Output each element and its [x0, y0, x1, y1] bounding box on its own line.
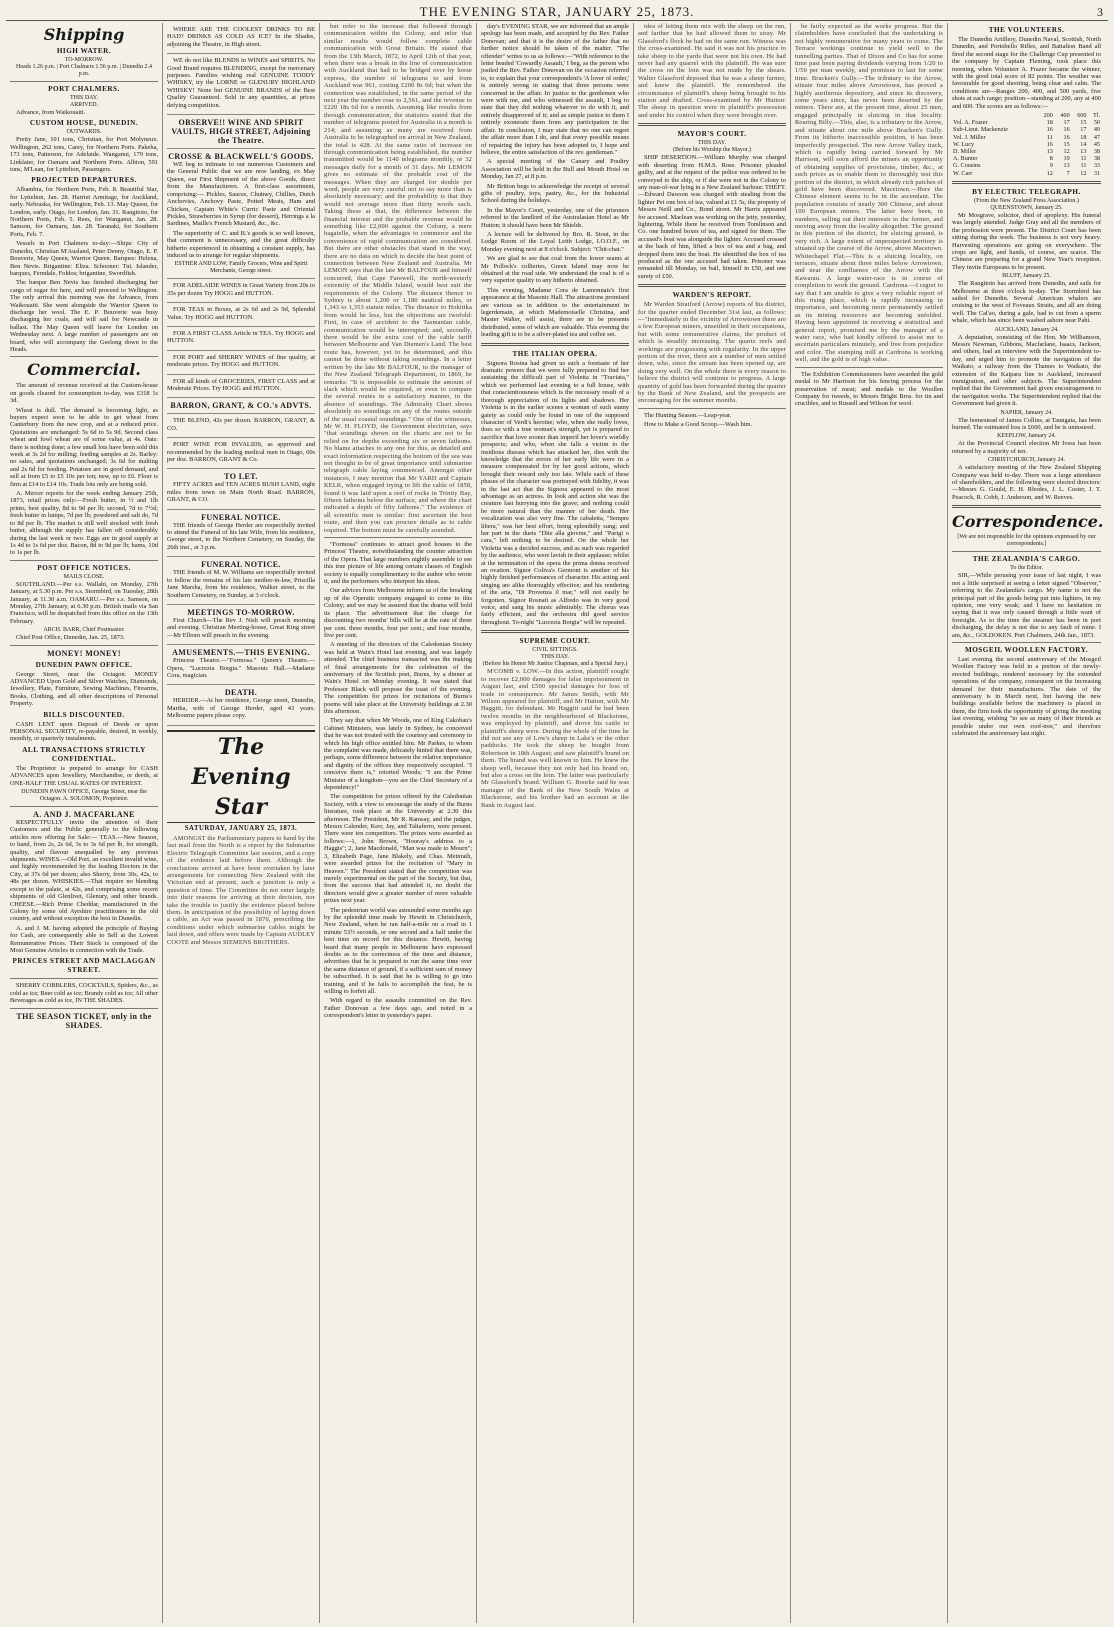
port-invalids-text: PORT WINE FOR INVALIDS, as approved and recommended by the leading medical men in Otago, 60s per doz. BARRON, GRANT & Co. — [167, 441, 315, 464]
magician-paragraph: This evening, Madame Cora de Lamonnais's first appearance at the Masonic Hall. The attractions promised are various as in addition to the entertainment in legerdemain, at which Mademoiselle Christina, and Master Walter, will assist, there are to be presents distributed, some of which are valuable. This evening the leading gift is to be a silver-plated tea and coffee set. — [481, 286, 629, 339]
keeplow-dateline: KEEPLOW, January 24. — [997, 433, 1056, 440]
projected-text: Albambra, for Northern Ports, Feb. 8. Beautiful Star, for Lyttelton, Jan. 28. Harriet Armitage, for Auckland, early. Nebraska, for Wellington, Feb. 13. May Queen, for London, early. Otago, for London, Jan. 31. Rangitoto, for Northern Ports, Feb. 5. Rees, for Wanganui, Jan. 28. Samson, for Oamaru, Jan. 28. Taranaki, for Southern Ports, Feb. 7. — [10, 186, 158, 238]
divider — [10, 978, 158, 979]
pawn-office-heading: DUNEDIN PAWN OFFICE. — [35, 660, 133, 669]
queenstown-text: Mr Mosgrave, solicitor, died of apoplexy. His funeral was largely attended. Judge Gray and all the members of the profession were present. The District Court has been sitting during the week. The business is not very heavy. Harvesting operations are going on everywhere. The crops are light, and hands, of course, are scarce. The Chinese are preparing for a grand New Year's reception. They invite Europeans to be present. — [952, 211, 1101, 271]
bluff-text: The Rangitoto has arrived from Dunedin, and sails for Melbourne at three o'clock to-day. The Stormbird has sailed for Dunedin. Several American whalers are cruising to the west of Foveaux Straits, and all are doing well. The Cal'ao, during a gale, had to cut from a sperm whale, which has since been washed ashore near Pahi. — [952, 280, 1101, 325]
scores-cell: 38 — [1093, 155, 1100, 163]
divider — [10, 81, 158, 82]
scores-header-cell — [952, 112, 1037, 119]
divider — [10, 356, 158, 357]
christchurch-text: A satisfactory meeting of the New Zealand Shipping Company was held to-day. There was a large attendance of shareholders, and the following were elected directors:—Messrs G. Gould, E. H. Rhodes, J. L. Coster, J. T. Peacock, R. Cobb, J. Anderson, and W. Reeves. — [952, 464, 1101, 501]
divider — [10, 1008, 158, 1009]
this-day-label: THIS DAY. — [69, 95, 98, 101]
outwards-label: OUTWARDS. — [66, 129, 102, 136]
commercial-heading: Commercial. — [27, 360, 141, 380]
amusements-notice — [167, 645, 315, 685]
volunteers-text: The Dunedin Artillery, Dunedin Naval, Scottish, North Dunedin, and Portobello Rifles, and Battalion Band all fired the second stage for the Challenge Cup presented to the company by Captain Fleming, took place this morning, when Volunteer A. Frazer became the winner, with the good total score of 82 points. The weather was favourable for good shooting, being clear and calm. The conditions are—Ranges 200, 400, and 500 yards, five shots at each range; position—standing at 200, any at 400 and 600. The scores are as follows:— — [952, 36, 1101, 110]
vessels-text: Vessels in Port Chalmers to-day:—Ships: City of Dunedin, Christian M'Ausland, Peter Denny, Otago, E. P. Bouverie, May Queen, Warrior Queen. Barques: Helena, Ben Nevis. Brigantine: Eliza. Schooner: Tui. Islander, barques, Ferndale, Foldos; brigantine, Swordfish. — [10, 240, 158, 277]
scores-cell: 17 — [1063, 119, 1070, 127]
teas-boxes-ad — [167, 303, 315, 327]
macfarlane-text: RESPECTFULLY invite the attention of their Customers and the Public generally to the following articles now offering for Sale:— TEAS.—New Season, to hand, from 2s, 2s 6d, 3s to 3s 6d per lb, for strength, quality, and flavour unequalled by any previous shipments. WINES.—Old Port, an excellent invalid wine, and highly recommended by the leading Doctors in the City, at 37s 6d per dozen; also Sherry, from 30s, 42s, to 48s per dozen. WHISKIES.—That require no blending except to the palate, at 42s, and comprising some recent shipments of old Glenlivet, Glenury, and other brands. CHEESE.—Rich Prime Cheddar, manufactured in the Colony by some old Ayrshire practitioners in the old country, and without exception the best in Dunedin. — [10, 819, 158, 923]
scores-header-cell: 400 — [1060, 112, 1070, 120]
arrived-text: Advance, from Waikouaiti. — [16, 109, 86, 116]
scores-cell: A. Bunter — [953, 155, 978, 163]
shipping-heading: Shipping — [43, 25, 125, 44]
scores-cell: 33 — [1093, 162, 1100, 170]
barron-heading: BARRON, GRANT, & CO.'s ADVTS. — [170, 401, 312, 411]
meetings-notice — [167, 605, 315, 645]
wardens-report: Mr Warden Stratford (Arrow) reports of his district, for the quarter ended December 31st last, as follows:—"Immediately in the vicinity of Arrowtown there are a few European miners, unsettled in their occupations, but with some remunerative claims, the product of which is steadily increasing. The quartz reefs and workings are progressing with regularity. In the upper portion of the river, there are a number of men settled down, who, since the stream has been opened up, are doing very well. On the whole there is every reason to believe the district will continue to progress. A large quantity of gold has been forwarded during the quarter by the Bank of New Zealand, and the prospects are encouraging for the summer months. — [638, 301, 786, 405]
high-water-heading: HIGH WATER. — [56, 47, 112, 55]
scores-row — [952, 141, 1101, 148]
observe-text: OBSERVE!! WINE AND SPIRIT VAULTS, HIGH STREET, Adjoining the Theatre. — [171, 118, 311, 146]
crosse-ad — [167, 149, 315, 279]
commercial-text: The amount of revenue received at the Custom-house on goods cleared for consumption to-day, was £318 1s 3d. — [10, 382, 158, 405]
first-class-tea-ad — [167, 327, 315, 351]
britton-paragraph: Mr Britton begs to acknowledge the receipt of several gifts of poultry, toys, pastry, &c., for the Industrial School during the holidays. — [481, 182, 629, 205]
leader-continued: but refer to the increase that followed through communication within the Colony, and infer that similar results would follow complete cable communication with Great Britain. He stated that from the 13th March, 1872, to April 12th of that year, when there was a break in the line of communication with Auckland that had to be bridged over by horse express, the number of telegrams to and from Auckland was 961, costing £200 8s 6d; but when the connection was established, in the same period of the next year the number rose to 2,561, and the revenue to £220 18s 6d for a month. Assuming like results from through communication, the statistics stated that the number of telegrams posted for Australia in a month is 214; and assuming as many are received from Australia to be telegraphed on arrival in New Zealand, the total is 428. At the same ratio of increase on through communication being established, the number transmitted would be 1140 telegrams monthly, or 32 messages daily for a month of 31 days. Mr LEMON gives no estimate of the probable cost of the messages. When they are charged for double per word, people are very careful not to say more than is absolutely necessary; and the probability is that they would not average more than thirty words each. Taking these at that, the difference between the financial interest and the probable revenue would be something like £2,000 against the Colony, a mere bagatelle, when the advantages to commerce and the convenience of rapid communication are considered. But there are other obstacles that stand in the way; there are no data on which to decide the best point of connection between New Zealand and Australia. Mr LEMON says that the late Mr BALFOUR and himself concurred, that Cape Farewell, the north-westerly extremity of the Middle Island, would best suit the requirements of the Colony. The distance thence to Sydney is about 1,200 or 1,180 nautical miles, or 1,343 to 1,353 statute miles. The distance to Hokitika from would be less, but the objections are twofold: First, in case of accident to the Tasmanian cable, communication would be interrupted; and, secondly, there would be the extra cost of the cable tariff between Melbourne and Van Diemen's Land. The best route has, however, yet to be determined, and this cannot be done without taking soundings. In a letter written by the late Mr BALFOUR, to the manager of the New Zealand Telegraph Department, in 1869, he remarks: "It is impossible to estimate the amount of slack which would be required, or even to compare the several routes in a satisfactory manner, in the absence of soundings. The Admiralty Chart shows absolutely no soundings on any of the routes outside of the usual coastal soundings." One of the witnesses, Mr W. H. FLOYD, the Government electrician, says "that soundings shown on the charts are not to be relied on for depths exceeding six or seven fathoms. No blame attaches to any one for this, as detailed and exact information respecting the bottom of the sea was not thought to be of great importance until submarine telegraph cable laying commenced. Amongst other instances, I may mention that Mr YARD and Captain KELK, when engaged trying to lift the cable of 1858, found it was laid upon a reef of rocks in Trinity Bay, fifteen fathoms below the surface, and where the chart indicated a depth of fifty fathoms." The evidence of all scientific men is similar: first ascertain the best route, and then you can procure details as to cable required. The bottom must be carefully sounded. — [324, 23, 472, 534]
esther-low-signature: ESTHER AND LOW, Family Grocers, Wine and Spirit Merchants, George street. — [174, 261, 308, 275]
this-day-label: THIS DAY. — [697, 140, 726, 147]
market-text: A. Mercer reports for the week ending January 25th, 1873, retail prices only:—Fresh butter, in ½ and 1lb prints, best quality, 8d to 9d per lb; second, 7d to 7½d; fresh butter in lumps, 7d per lb; powdered and salt do, 7d to 8d per lb. The market is still well stocked with fresh butter, although the supply has fallen off considerably during the last week or two. Eggs are in good supply at 1s 4d to 1s 6d per doz. Bacon, 8d to 9d per lb; hams, 10d to 1s per lb. — [10, 490, 158, 557]
scores-cell: 11 — [1080, 162, 1087, 170]
scores-cell: Vol. A. Frazer — [953, 119, 988, 127]
scores-cell: 12 — [1080, 169, 1087, 177]
scores-table — [952, 112, 1101, 177]
scores-cell: 9 — [1049, 162, 1053, 170]
port-invalids-ad — [167, 438, 315, 469]
port-chalmers-heading: PORT CHALMERS. — [48, 85, 120, 93]
hunting-season-joke: The Hunting Season.—Leap-year. — [644, 411, 732, 419]
sherry-ad: SHERRY COBBLERS, COCKTAILS, Spiders, &c., as cold as ice; Beer cold as ice; Brandy cold as ice; All other Beverages as cold as ice, IN THE SHADES. — [10, 982, 158, 1005]
auckland-text: A deputation, consisting of the Hon. Mr Williamson, Messrs Newman, Gibbons, Macfarlane, Isaacs, Jackson, and others, had an interview with the Superintendent to-day, and urged him to promote the navigation of the Waikato, a railway from the Thames to Waikato, the extension of the Kaipara line to Auckland, increased immigration, and other subjects. The Superintendent replied that the Government had given encouragement to the navigation works. The Superintendent replied that the Government had given it. — [952, 333, 1101, 408]
confidential-heading: ALL TRANSACTIONS STRICTLY CONFIDENTIAL. — [22, 745, 146, 763]
blends-text: WE do not like BLENDS in WINES and SPIRITS. No Good Brand requires BLENDING, except for mercenary purposes. Families wishing real GENUINE TODDY WHISKY, try the LORNE or GLENURY HIGHLAND WHISKY! None but GENUINE BRANDS of the Best Quality Guaranteed. Sold in any quantities, at prices defying competition. — [167, 57, 315, 109]
scores-cell: Vol. J. Miller — [953, 133, 986, 141]
crosse-text-2: The superiority of C. and B.'s goods is so well known, that comment is unnecessary, and the great difficulty hitherto experienced in obtaining a constant supply, has induced us to arrange for regular shipments. — [167, 229, 315, 259]
adelaide-wines-text: FOR ADELAIDE WINES in Great Variety from 20s to 35s per dozen Try HOGG and HUTTON. — [167, 282, 315, 297]
scores-cell: D. Miller — [953, 148, 977, 156]
tides-table: Heads 1.26 p.m. | Port Chalmers 1.56 p.m. | Dunedin 2.4 p.m. — [16, 64, 152, 77]
sydney-paragraph: They say that when Mr Woods, one of King Cakobau's Cabinet Ministers, was lately in Sydney, he conceived that he was not treated with the courtesy and ceremony to which his high office entitled him. Mr Parkes, to whom the complaint was made, delicately hinted that there was, perhaps, some difference between the relative importance and dignity of the offices they respectively occupied. "I conceive there is," retorted Woods; "I am the Prime Minister of a kingdom—you are the Chief Secretary of a dependency!" — [324, 717, 472, 792]
outwards-text: Pretty Jane, 101 tons, Christian, for Port Molyneux. Wellington, 262 tons, Carey, for Northern Ports. Pakeha, 173 tons, Patterson, for Adelaide. Wanganui, 179 tons, Linklater, for Oamaru and Northern Ports. Albion, 591 tons, M'Lean, for Lyttelton, Passengers. — [10, 136, 158, 174]
cargo-heading: THE ZEALANDIA'S CARGO. — [972, 555, 1081, 564]
apology-paragraph: day's EVENING STAR, we are informed that an ample apology has been made, and accepted by the Rev. Father Donovan; and that it is the desire of the father that no further notice should be taken of the matter. "The offender" writes to us as follows:—"With reference to the letter headed 'Cowardly Assault,' I beg, as the person who jostled the Rev. Father Donovan on the occasion referred to, to explain that your correspondent's 'A lover of order,' is entirely wrong in stating that three persons were concerned in the affair. In justice to the gentlemen who were with me, and who witnessed the assault, I beg to state that they did nothing whatever to do with it, and entirely disapproved of it; and as simple justice to them I entirely exonerate them from any participation in the affair. In conclusion, I may state that no one can regret the affair more than I do, and that every possible means of repairing the injury has been adopted to, I hope and believe, the entire satisfaction of the rev. gentleman." — [481, 23, 629, 156]
scores-row — [952, 170, 1101, 177]
caledonian-paragraph: A meeting of the directors of the Caledonian Society was held at Wain's Hotel last evening, and was largely attended. The chief business transacted was the making of final arrangements for the celebration of the anniversary of the Scottish poet, Burns, by a dinner at Wain's Hotel on Monday evening. It was stated that Professor Black will propose the toast of the evening. The competition for prizes for recitations of Burns's poems will take place at the University buildings at 2.30 this afternoon. — [324, 641, 472, 715]
column-2 — [163, 23, 320, 1623]
teas-boxes-text: FOR TEAS in Boxes, at 2s 6d and 2s 9d, Splendid Value. Try HOGG and HUTTON. — [167, 306, 315, 321]
lecture-paragraph: A lecture will be delivered by Bro. R. Stout, in the Lodge Room of the Loyal Leith Lodge, I.O.O.F., on Monday evening next at 8 o'clock. Subject: "Chit-chat." — [481, 230, 629, 253]
macfarlane-text-2: A. and J. M. having adopted the principle of Buying for Cash, are consequently able to Sell at the Lowest Remunerative Prices. Their Stock is composed of the Most Genuine Articles in connection with the Trade. — [10, 924, 158, 954]
death-notice — [167, 685, 315, 725]
tomorrow-label: TO-MORROW. — [64, 57, 104, 63]
scores-header-cell: 200 — [1043, 112, 1053, 120]
mayor-court-paragraph: In the Mayor's Court, yesterday, one of the prisoners referred to the landlord of the Australasian Hotel as Mr Hutton; it should have been Mr Shields. — [481, 206, 629, 229]
cargo-to-editor: To the Editor. — [1010, 565, 1043, 572]
wardens-report-continued: be fairly expected as the works progress. But the claimholders have concluded that the undertaking is not highly remunerative for many years to come. The Terrace workings continue to yield well to the tunnelling parties. That of Dixon and Co has for some time past been paying dividends varying from 1/20 to 1/50 per man weekly, and promises to last for some time. Bracken's Gully.—The tributary to the Arrow, situate four miles above Arrowtown, has proved a highly auriferous depository, and since its discovery, some years since, has never been deserted by the miners. There are, at the present time, about 25 men, engaged principally in sluicing in that locality. Roaring Billy.—This, also, is a tributary to the Arrow, and situate about one mile above Bracken's Gully. From its hitherto inaccessible position, it has been imperfectly prospected. The new Arrow Valley track, which is rapidly being carried forward by Mr Harrison, will soon afford the miners an opportunity of obtaining supplies of provisions, timber, &c., at such prices as to enable them to thoroughly test this portion of the district, in which already rich patches of gold have been discovered. Macetown.—Here the Chinese element seems to be in the ascendant. The population consists of nearly 300 Chinese, and about 100 European miners. The latter have been, in numbers, selling out their interests to the former, and moving away from the locality altogether. The ground in this portion of the district, for sluicing ground, is very rich. A large extent of unprospected territory is situated up the course of the Arrow, above Macetown. Whitechapel Flat.—This is a sluicing locality, on terraces, situate about three miles below Arrowtown, and near the confluence of the Arrow with the Kawarau. A large water-race is in course of completion to work the ground. Cardrona.—I regret to say that I am unable to give a very reliable report of this rising place, which is rapidly increasing in importance, and becoming more permanently settled as its mining resources are becoming unfolded. Having been appointed in receiving a statistical and general report, promised me by the manager of a water race, who had kindly offered to assist me to ascertain particulars minutely, and free from prejudice and color. The stamping mill at Cardrona is working well, and the gold is of high value. — [795, 23, 943, 364]
queenstown-dateline: QUEENSTOWN, January 25. — [990, 204, 1063, 211]
column-5 — [634, 23, 791, 1623]
bills-heading: BILLS DISCOUNTED. — [43, 710, 125, 719]
port-sherry-ad — [167, 351, 315, 375]
scores-cell: W. Carr — [953, 169, 973, 177]
scores-cell: 8 — [1049, 155, 1053, 163]
correspondence-note: [We are not responsible for the opinions expressed by our correspondents.] — [957, 534, 1096, 548]
groceries-text: FOR all kinds of GROCERIES, FIRST CLASS and at Moderate Prices. Try HOGG and HUTTON. — [167, 377, 315, 392]
mails-close-label: MAILS CLOSE. — [63, 573, 105, 580]
scores-cell: 17 — [1080, 126, 1087, 134]
funeral-text-2: THE friends of M. W. Williams are respectfully invited to follow the remains of his late mother-in-law, Priscilla Jane Marsha, from his residence, Walker street, to the Southern Cemetery, on Sunday, at 3 o'clock. — [167, 569, 315, 599]
scores-cell: 16 — [1063, 133, 1070, 141]
scores-cell: 18 — [1046, 119, 1053, 127]
scores-cell: 18 — [1080, 133, 1087, 141]
port-sherry-text: FOR PORT and SHERRY WINES of fine quality, at moderate prices. Try HOGG and HUTTON. — [167, 353, 315, 369]
scores-cell: 16 — [1063, 126, 1070, 134]
funeral-heading-1: FUNERAL NOTICE. — [201, 512, 281, 522]
blend-tea-text: THE BLEND, 42s per dozen. BARRON, GRANT, & CO. — [167, 417, 315, 432]
column-7 — [948, 23, 1105, 1623]
scores-row — [952, 119, 1101, 126]
telegraph-subheading: (From the New Zealand Press Association.) — [974, 197, 1079, 204]
this-day-label: THIS DAY. — [540, 654, 569, 661]
scores-row — [952, 148, 1101, 155]
scores-cell: 11 — [1080, 155, 1087, 163]
scores-cell: 14 — [1080, 140, 1087, 148]
page-number: 3 — [1097, 5, 1104, 19]
bluff-dateline: BLUFF, January 25. — [1002, 273, 1051, 280]
canary-paragraph: A special meeting of the Canary and Poultry Association will be held in the Bull and Mouth Hotel on Monday, Jan 27, at 8 p.m. — [481, 158, 629, 181]
scores-row — [952, 126, 1101, 133]
scores-header-row — [952, 112, 1101, 119]
to-let-ad — [167, 469, 315, 509]
coolest-drinks-text: WHERE ARE THE COOLEST DRINKS TO BE HAD? DRINKS AS COLD AS ICE? In the Shades, adjoining the Theatre, in High street. — [167, 26, 315, 48]
to-let-heading: TO LET. — [224, 472, 258, 482]
bills-text: CASH LENT upon Deposit of Deeds or upon PERSONAL SECURITY, re-payable, desired, in weekly, monthly, or quarterly instalments. — [10, 720, 158, 743]
meetings-text: First Church—The Rev J. Nish will preach morning and evening. Christian Meeting-house, Great King street—Mr Elborn will preach in the evening. — [167, 616, 315, 639]
competition-paragraph: The competition for prizes offered by the Caledonian Society, with a view to encourage the study of the Burns literature, took place at the University at 2.30 this afternoon. The President, Mr R. Ramsay, and the judges, Messrs Calender, Kerr, Jay, and Taliaferro, were present. There were ten competitors. The prizes were awarded as follows:—1, John Brown, "Hooray's address to a Haggis"; 2, Jane Macdonald, "Man was made to Mourn"; 3, Elizabeth Page, Jane Blakely, and Chas. Meinrath, were awarded prizes for the recitation of "Mary in Heaven." The President stated that the competition was merely experimental on the part of the Society, but that, from the success that had attended it, no doubt the directors would give a greater number of more valuable prizes next year. — [324, 793, 472, 905]
scores-cell: 45 — [1093, 140, 1100, 148]
scores-cell: 15 — [1080, 119, 1087, 127]
christchurch-dateline: CHRISTCHURCH, January 24. — [987, 457, 1065, 464]
scores-cell: 47 — [1093, 133, 1100, 141]
arrived-label: ARRIVED. — [69, 102, 99, 108]
crosse-text: WE beg to intimate to our numerous Customers and the General Public that we are now landing, ex May Queen, our First Shipment of the above Goods, direct from the Manufacturers. A first-class assortment, comprising:— Pickles, Sauces, Chutney, Chillies, Dutch Anchovies, Anchovy Paste, Potted Meats, Ham and Chicken, Captain White's Curric Paste and Oriental Pickles, Strawberries in Syrup (for dessert), Herrings a la Sardines, Maille's French Mustard, &c., &c. — [167, 161, 315, 228]
mayors-court-report: SHIP DESERTION.—William Murphy was charged with deserting from H.M.S. Rose. Prisoner pleaded guilty, and at the request of the police was ordered to be conveyed to the ship, or if she were not in the Colony to any man-of-war lying in a New Zealand harbour. THEFT.—Edward Dawson was charged with stealing from the lighter Pet one box of tea, valued at £1 5s, the property of Messrs Neill and Co., Bond street. Mr Harris appeared for accused. Maclean was working on the jetty, yesterday, lightering. While there he received from Tomlinson and Co. one hundred boxes of tea, and signed for them. The accused's boat was alongside the lighter. Accused crossed at the back of him, lifted a box of tea and a bag, and dropped them into the boat. He identified the box of tea produced as the one accused had taken. Prisoner was remanded till Monday, on bail, himself in £50, and one surety of £50. — [638, 154, 786, 280]
scores-row — [952, 134, 1101, 141]
correspondence-heading: Correspondence. — [952, 512, 1104, 532]
proprietor-text: The Proprietor is prepared to arrange for CASH ADVANCES upon Jewellery, Merchandise, or deeds, at ONE-HALF THE USUAL RATES OF INTEREST. — [10, 764, 158, 787]
divider — [952, 181, 1101, 184]
scores-header-cell: Tl. — [1092, 112, 1100, 120]
newspaper-nameplate: The Evening Star — [167, 730, 315, 823]
formosa-paragraph: "Formosa" continues to attract good houses to the Princess' Theatre, notwithstanding the counter attraction of the Opera. That large numbers nightly assemble to see this true picture of life among certain classes of English society is equally complimentary to the author who wrote it, and the performers who interpret his ideas. — [324, 541, 472, 586]
before-judge-label: (Before his Honor Mr Justice Chapman, and a Special Jury.) — [482, 661, 628, 668]
divider — [324, 537, 472, 538]
scores-cell: G. Cousins — [953, 162, 981, 170]
divider — [10, 645, 158, 646]
projected-heading: PROJECTED DEPARTURES. — [31, 176, 137, 185]
scores-cell: 50 — [1093, 119, 1100, 127]
mosgiel-heading: MOSGEIL WOOLLEN FACTORY. — [964, 645, 1089, 654]
blend-tea-ad — [167, 414, 315, 438]
princes-street-heading: PRINCES STREET AND MACLAGGAN STREET. — [12, 957, 156, 975]
divider — [795, 367, 943, 368]
scores-cell: 12 — [1063, 148, 1070, 156]
adelaide-wines-ad — [167, 279, 315, 303]
scores-cell: 12 — [1046, 169, 1053, 177]
observe-ad — [167, 115, 315, 149]
leader-dateline: SATURDAY, JANUARY 25, 1873. — [184, 824, 298, 832]
fifty-acres-text: FIFTY ACRES and TEN ACRES BUSH LAND, eight miles from town on Main North Road. BARRON, GRANT, & CO. — [167, 481, 315, 504]
keeplow-text: At the Provincial Council election Mr Ivess has been returned by a majority of ten. — [952, 440, 1101, 455]
wheat-text: Wheat is dull. The demand is becoming light, as buyers expect soon to be able to get wheat from Canterbury from the new crop, and at a reduced price. Quotations are unchanged: 5s 6d to 5s 9d. Second class wheat and fowl wheat are of some value, at 4s. Oats: there is nothing done; a few small lots have been sold this week at 3s 2d for milling; feeding samples at 2s. Barley: no sales, and quotations unchanged; 3s 6d for malting and 2s 6d for feeding. Potatoes are in good demand, and sell at from £5 to £5 10s per ton; new, up to £6. Flour is firm at £14 to £14 10s. Trade lots only are being sold. — [10, 406, 158, 488]
cpo-date: Chief Post Office, Dunedin, Jan. 25, 1873. — [16, 634, 125, 642]
napier-text: The homestead of James Collins, at Taungata, has been burned. The estimated loss is £600, and he is uninsured. — [952, 416, 1101, 432]
scores-cell: 19 — [1063, 155, 1070, 163]
funeral-notice-2 — [167, 557, 315, 605]
meetings-heading: MEETINGS TO-MORROW. — [187, 607, 295, 617]
scores-cell: 49 — [1093, 126, 1100, 134]
opera-heading: THE ITALIAN OPERA. — [512, 349, 598, 358]
divider — [638, 408, 786, 409]
postmaster-signature: ARCH. BARR, Chief Postmaster. — [43, 627, 125, 634]
opera-review: Signora Rosina had given us such a foretaste of her dramatic powers that we were fully prepared to find her sustaining the difficult part of Violetta in "Traviata," which we performed last evening to a full house, with that conscientiousness which is the necessary result of a thorough appreciation of its lights and shadows. Her Violetta is in the earlier scenes a woman of such sunny gaiety as could only be found in one of the supposed character of Verdi's heroine; who, when she really loves, does so with a true woman's strength, yet is prepared to sacrifice that love sooner than imperil her lover's worldly prospects; and who, when she falls a victim to the insidious disease which has attacked her, dies with the knowledge that the errors of her early life were in a measure compensated for by her good actions, which brought their reward only too late. While each of these phases of the character was portrayed with fidelity, it was in the last act that the Signora appeared to the most advantage as an actress. In look and action she was the creature fast hurrying into the grave; and nothing could be more natural than the manner of her death. Her vocalization was also very fine. The cabaletta, "Sempre libera," was her best effort, being splendidly sung; and her part in the duets "Dite alla giovine," and "Parigi o cara," left nothing to be desired. On the whole her Violetta was a decided success, and as such was regarded by the audience, who were lavish in their applause; whilst at the termination of the opera the prima donna received an ovation. Signor Coliva's Germont is another of his highly finished performances of character. His acting and singing are alike thoroughly effective; and his rendering of the aria, "Di Provenza il mar," will not easily be forgotten. Signor Rosnati as Alfredo was in very good voice, and sang his music admirably. The chorus was fairly efficient, and the orchestra did good service throughout. To-night "Lucrezia Borgia" will be repeated. — [481, 359, 630, 626]
money-heading: MONEY! MONEY! — [47, 648, 121, 658]
wardens-report-heading: WARDEN'S REPORT. — [672, 291, 752, 300]
exhibition-paragraph: The Exhibition Commissioners have awarded the gold medal to Mr Harrison for his fencing process for the preservation of meat; and medals to the Woollen Company for tweeds, to Messrs Bright Bros. for tin and crucibles, and to Russell and Wilson for wool. — [795, 370, 943, 408]
scores-body — [952, 119, 1101, 177]
season-ticket-ad: THE SEASON TICKET, only in the SHADES. — [16, 1011, 152, 1030]
leader-article: AMONGST the Parliamentary papers to hand by the last mail from the North is a report by the Submarine Electric Telegraph Committee last session, and a copy of the evidence laid before them. Although the conclusions arrived at have been overtaken by later arrangements for connecting New Zealand with the Victorian end at present, such a junction is only a question of time. The Committee do not enter largely into their reasons for arriving at their decision, nor take the trouble to justify the evidence placed before them. In anticipation of the possibility of laying down a cable, an Act was passed in 1870, prescribing the conditions under which submarine cables might be laid down, and offers were made by Captain AUDLEY COOTE and Messrs SIEMENS BROTHERS. — [167, 834, 315, 946]
first-class-tea-text: FOR A FIRST CLASS Article in TEA. Try HOGG and HUTTON. — [167, 329, 315, 345]
trial-continued: idea of letting them mix with the sheep on the run, and farther that he had allowed them to stray. Mr Glassford's flock he had on the same run. Witness was the cross-examined. He said it was not his practice to take sheep to the yards that were not his own. He had never had any quarrel with the plaintiff. He was sure the cross on the loin was not made by the shears. Walter Glassford deposed that he was a sheep farmer, and knew the plaintiff. He remembered the circumstance of plaintiff's sheep being brought to his station and drafted. Cross-examined by Mr Hutton: The sheep in question were in plaintiff's possession and under his control when they were brought over. — [638, 23, 786, 119]
divider — [638, 123, 786, 126]
mails-text: SOUTHLAND.—Per s.s. Wallabi, on Monday, 27th January, at 5.30 p.m. Per s.s. Stormbird, on Tuesday, 28th January, at 11.30 a.m. OAMARU.—Per s.s. Samson, on Monday, 27th January, at 6.30 p.m. British mails via San Francisco, will be despatched from this office on the 13th February. — [10, 580, 158, 625]
scores-cell: 13 — [1046, 148, 1053, 156]
supreme-court-heading: SUPREME COURT. — [519, 637, 591, 646]
scores-row — [952, 155, 1101, 162]
running-head-title: THE EVENING STAR, JANUARY 25, 1873. — [419, 4, 695, 19]
divider — [481, 343, 629, 346]
assaults-paragraph: With regard to the assaults committed on the Rev. Father Donovan a few days ago, and noted in a correspondent's letter in yesterday's paper. — [324, 997, 472, 1020]
custom-house-heading: CUSTOM HOUSE, DUNEDIN. — [29, 119, 139, 128]
death-heading: DEATH. — [224, 688, 258, 698]
auckland-dateline: AUCKLAND, January 24. — [994, 326, 1059, 333]
scores-cell: 16 — [1046, 140, 1053, 148]
scores-row — [952, 162, 1101, 169]
blends-ad — [167, 54, 315, 115]
divider — [10, 560, 158, 561]
divider — [952, 505, 1101, 508]
pawn-signature: DUNEDIN PAWN OFFICE, George Street, near the Octagon. A. SOLOMON, Proprietor. — [21, 789, 147, 803]
crosse-heading: CROSSE & BLACKWELL'S GOODS. — [168, 152, 314, 162]
column-6 — [791, 23, 948, 1623]
divider — [10, 806, 158, 807]
barron-heading-ad — [167, 398, 315, 414]
civil-sittings-label: CIVIL SITTINGS. — [532, 647, 578, 654]
scores-cell: 31 — [1093, 169, 1100, 177]
divider — [638, 284, 786, 287]
coolest-drinks-ad — [167, 23, 315, 54]
scores-cell: 11 — [1046, 133, 1053, 141]
divider — [481, 630, 629, 633]
scores-cell: 38 — [1093, 148, 1100, 156]
column-4 — [477, 23, 634, 1623]
columns — [6, 23, 1108, 1623]
napier-dateline: NAPIER, January 24. — [1000, 409, 1053, 416]
scoop-joke: How to Make a Good Scoop.—Wash him. — [644, 421, 753, 429]
death-text: HERDER.—At her residence, George street, Dunedin, Martha, wife of George Herder, aged 43 years. Melbourne papers please copy. — [167, 697, 315, 720]
volunteers-heading: THE VOLUNTEERS. — [988, 26, 1065, 34]
scores-cell: Sub-Lieut. Mackenzie — [953, 126, 1008, 134]
groceries-ad — [167, 375, 315, 399]
coal-paragraph: We are glad to see that coal from the lower seams at Mr Pollock's collieries, Green Island may now be obtained at the road side. We understand the coal is of a very superior quality to any hitherto obtained. — [481, 255, 629, 285]
mosgiel-text: Last evening the second anniversary of the Mosgeil Woollen Factory was held in a portion of the newly-erected buildings, rendered necessary by the extended operations of the company, consequent on the increasing demand for their manufactures. The date of the anniversary is in March next, but having the new buildings available before the machinery is placed in them, the firm took the opportunity of giving the meeting last evening, wishing "to see as many of their friends as possible under our own roof-tree," and therefore celebrated the anniversary last night. — [952, 655, 1101, 738]
pawn-text: George Street, near the Octagon. MONEY ADVANCED Upon Gold and Silver Watches, Diamonds, Jewellery, Plate, Furniture, Sewing Machines, Firearms, Books, Clothing, and all other descriptions of Personal Property. — [10, 670, 158, 708]
cargo-letter: SIR,—While perusing your issue of last night, I was not a little surprised at seeing a letter signed "Observer," referring to the Zealandia's cargo. My name is not the principal part of the goods being put into lighters, in my opinion, one very weak; and I have no hesitation in saying that it was only caused through a little want of foresight. As to the time the steamer has been in port discharging, the delay is not due to any fault of mine. I am, &c., GOLDOKEN. Port Chalmers, 24th Jan., 1873. — [952, 572, 1101, 639]
macfarlane-heading: A. AND J. MACFARLANE — [33, 810, 135, 820]
funeral-heading-2: FUNERAL NOTICE. — [201, 560, 281, 570]
scores-cell: W. Lucy — [953, 140, 975, 148]
mayors-court-heading: MAYOR'S COURT. — [677, 130, 747, 139]
scores-header-cell: 600 — [1077, 112, 1087, 120]
scores-cell: 13 — [1080, 148, 1087, 156]
funeral-notice-1 — [167, 510, 315, 558]
scores-cell: 15 — [1063, 140, 1070, 148]
amusements-heading: AMUSEMENTS.—THIS EVENING. — [172, 648, 310, 658]
column-1 — [6, 23, 163, 1623]
scores-cell: 7 — [1066, 169, 1070, 177]
running-head — [6, 4, 1108, 21]
scores-cell: 16 — [1046, 126, 1053, 134]
scores-cell: 13 — [1063, 162, 1070, 170]
column-3 — [320, 23, 477, 1623]
before-mayor-label: (Before his Worship the Mayor.) — [673, 147, 751, 154]
divider — [952, 642, 1101, 643]
ben-nevis-text: The barque Ben Nevis has finished discharging her cargo of sugar for here, and will proceed to Wellington. The only arrival this morning was the Advance, from Waikouaiti. She went alongside the Warrior Queen to discharge her wool. The E. P. Bouverie was busy discharging her coals, and will sail for Newcastle in ballast. The May Queen will leave for London on Wednesday next. A large number of passengers are on board, who will accompany the Geelong down to the Heads. — [10, 279, 158, 353]
funeral-text-1: THE friends of George Herder are respectfully invited to attend the Funeral of his late Wife, from his residence, George street, to the Northern Cemetery, on Sunday, the 26th inst., at 3 p.m. — [167, 521, 315, 551]
divider — [952, 551, 1101, 552]
amusements-text: Princess Theatre.—"Formosa." Queen's Theatre.—Opera, "Lucrezia Borgia." Masonic Hall.—Madame Cora, magician. — [167, 657, 315, 679]
advices-paragraph: Our advices from Melbourne inform us of the breaking up of the Operatic company engaged to come to this Colony; and we may be assured that the drama will hold its place. The advertisement that the charge for discounting two months' bills will be at the rate of three per cent. three months, four per cent.; and four months, five per cent. — [324, 587, 472, 639]
post-office-heading: POST OFFICE NOTICES. — [37, 563, 131, 572]
pedestrian-paragraph: The pedestrian world was astounded some months ago by the splendid time made by Hewitt in Christchurch, New Zealand, when he ran half-a-mile on a road in 1 minute 53½ seconds, or one second and a half under the best time on record for this distance. Hewitt, having heard that many people in Melbourne have expressed doubts as to the correctness of the time and distance, advertises that he is prepared to run the same time over the same distance of ground, if a sufficient sum of money be subscribed. It is said that he is willing to go into training, and if he fails to accomplish the feat, he is willing to forfeit all. — [324, 906, 472, 995]
telegraph-heading: BY ELECTRIC TELEGRAPH. — [972, 187, 1081, 196]
supreme-court-report: M'COMB v. LOW.—In this action, plaintiff sought to recover £2,000 damages for false imprisonment in August last, and £500 special damages for loss of trade in consequence. Mr James Smith, with Mr Wilson appeared for plaintiff, and Mr Hutton, with Mr Haggitt, for defendant. Mr Haggitt said he had been twelve months in the neighbourhood of Blackstone, was employed by plaintiff, and drove his cattle to plaintiff's sheep were. During the whole of the time he did not see any of Low's sheep in Lake's or the other paddocks. He took the sheep he bought from Robertson in 18th August; and saw plaintiff's brand on them. The brand was well known to him. He knew the sheep well, because they not only had his brand on, but also a cross on the loin. The latter was particularly Mr Glassford's brand. William G. Boorke said he was manager of the Bank of the New South Wales at Blackstone, and his brother had an account at the Bank in August last. — [481, 668, 629, 809]
